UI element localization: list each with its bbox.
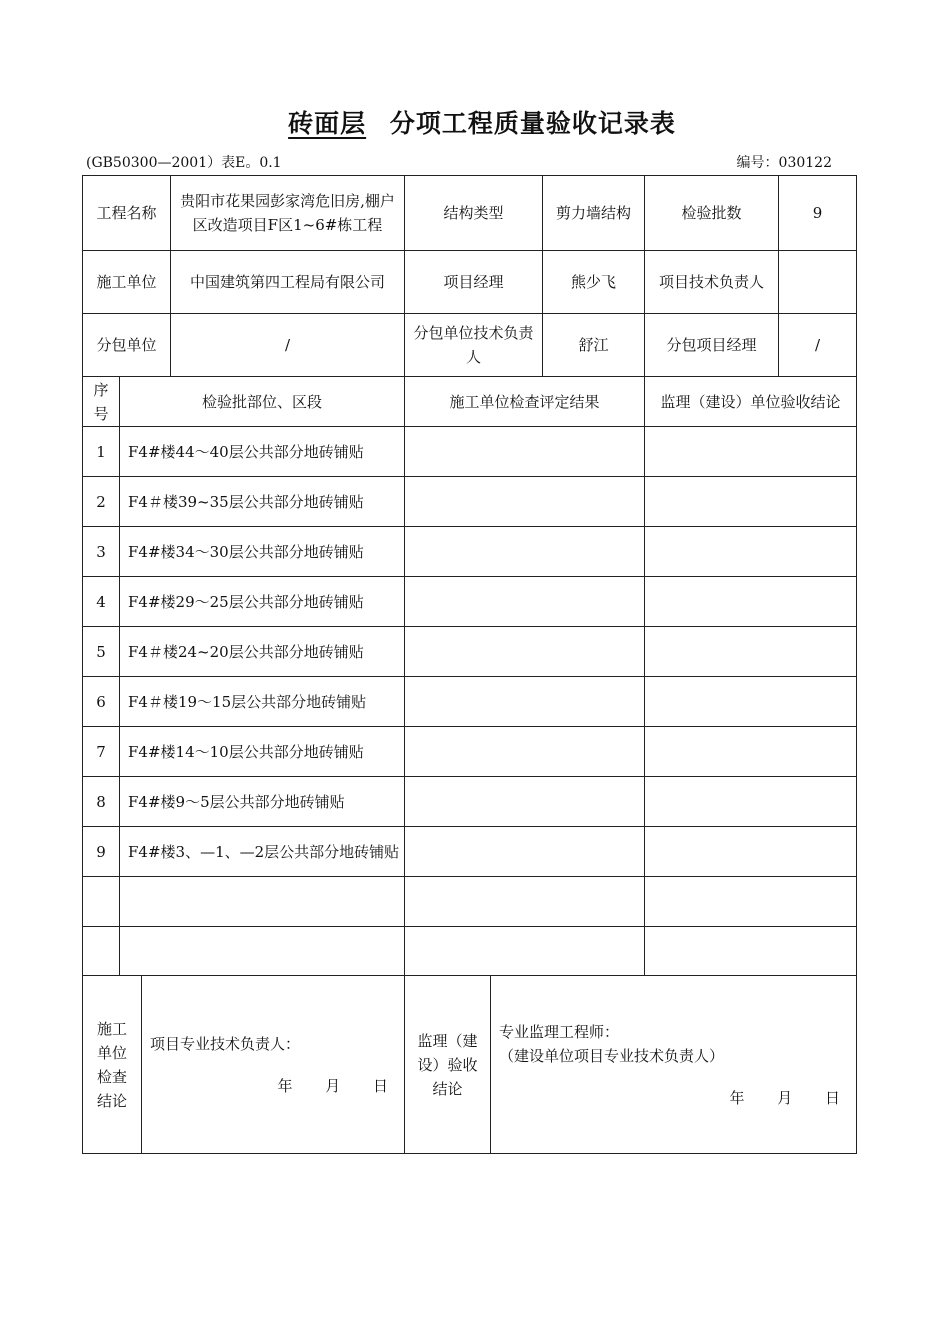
row-part: F4＃楼39~35层公共部分地砖铺贴 xyxy=(120,477,405,527)
row-supervisor-result xyxy=(645,577,857,627)
row-contractor-result xyxy=(405,877,645,927)
contractor-label: 施工单位 xyxy=(83,251,171,314)
row-no: 7 xyxy=(83,727,120,777)
row-contractor-result xyxy=(405,527,645,577)
table-row xyxy=(83,827,857,877)
row-contractor-result xyxy=(405,627,645,677)
row-contractor-result xyxy=(405,427,645,477)
title-underlined: 砖面层 xyxy=(288,109,367,138)
header-no: 序号 xyxy=(83,377,120,427)
row-no: 3 xyxy=(83,527,120,577)
row-no xyxy=(83,927,120,976)
tech-lead-label: 项目技术负责人 xyxy=(645,251,779,314)
table-row xyxy=(83,427,857,477)
row-supervisor-result xyxy=(645,627,857,677)
table-row xyxy=(83,627,857,677)
contractor-sign-date: 年 月 日 xyxy=(277,1076,388,1095)
pm-label: 项目经理 xyxy=(405,251,543,314)
info-table xyxy=(82,175,857,377)
row-no: 8 xyxy=(83,777,120,827)
table-row xyxy=(83,477,857,527)
sub-tech-label: 分包单位技术负责人 xyxy=(405,314,543,377)
row-no: 1 xyxy=(83,427,120,477)
sub-tech: 舒江 xyxy=(543,314,645,377)
supervisor-sign-label: 专业监理工程师： xyxy=(499,1022,620,1041)
batch-table xyxy=(82,376,857,976)
row-part xyxy=(120,877,405,927)
row-supervisor-result xyxy=(645,477,857,527)
row-contractor-result xyxy=(405,477,645,527)
contractor-conclusion xyxy=(142,976,405,1154)
table-row xyxy=(83,677,857,727)
sub-label: 分包单位 xyxy=(83,314,171,377)
project-name: 贵阳市花果园彭家湾危旧房,棚户区改造项目F区1~6#栋工程 xyxy=(171,176,405,251)
row-no xyxy=(83,877,120,927)
pm: 熊少飞 xyxy=(543,251,645,314)
row-supervisor-result xyxy=(645,677,857,727)
row-part: F4#楼29～25层公共部分地砖铺贴 xyxy=(120,577,405,627)
sub-pm: / xyxy=(779,314,857,377)
row-part: F4＃楼19～15层公共部分地砖铺贴 xyxy=(120,677,405,727)
header-supervisor-result: 监理（建设）单位验收结论 xyxy=(645,377,857,427)
row-part: F4＃楼24~20层公共部分地砖铺贴 xyxy=(120,627,405,677)
conclusion-table xyxy=(82,975,857,1154)
title-rest: 分项工程质量验收记录表 xyxy=(389,109,676,138)
row-contractor-result xyxy=(405,677,645,727)
structure-type-label: 结构类型 xyxy=(405,176,543,251)
row-contractor-result xyxy=(405,827,645,877)
row-part xyxy=(120,927,405,976)
table-row xyxy=(83,727,857,777)
header-part: 检验批部位、区段 xyxy=(120,377,405,427)
table-row xyxy=(83,877,857,927)
row-supervisor-result xyxy=(645,777,857,827)
header-contractor-result: 施工单位检查评定结果 xyxy=(405,377,645,427)
row-part: F4#楼44～40层公共部分地砖铺贴 xyxy=(120,427,405,477)
row-supervisor-result xyxy=(645,927,857,976)
row-part: F4#楼3、—1、—2层公共部分地砖铺贴 xyxy=(120,827,405,877)
row-part: F4#楼9～5层公共部分地砖铺贴 xyxy=(120,777,405,827)
supervisor-conclusion-label: 监理（建设）验收结论 xyxy=(405,976,491,1154)
supervisor-conclusion xyxy=(491,976,857,1154)
tech-lead xyxy=(779,251,857,314)
row-supervisor-result xyxy=(645,827,857,877)
row-contractor-result xyxy=(405,777,645,827)
row-supervisor-result xyxy=(645,727,857,777)
row-contractor-result xyxy=(405,577,645,627)
row-supervisor-result xyxy=(645,427,857,477)
row-no: 6 xyxy=(83,677,120,727)
table-row xyxy=(83,927,857,976)
row-supervisor-result xyxy=(645,877,857,927)
project-name-label: 工程名称 xyxy=(83,176,171,251)
supervisor-sign-date: 年 月 日 xyxy=(729,1088,840,1107)
structure-type: 剪力墙结构 xyxy=(543,176,645,251)
row-no: 9 xyxy=(83,827,120,877)
row-supervisor-result xyxy=(645,527,857,577)
table-row xyxy=(83,577,857,627)
table-row xyxy=(83,777,857,827)
page-title xyxy=(0,104,950,140)
sub-pm-label: 分包项目经理 xyxy=(645,314,779,377)
sub: / xyxy=(171,314,405,377)
row-part: F4#楼34～30层公共部分地砖铺贴 xyxy=(120,527,405,577)
contractor-sign-label: 项目专业技术负责人： xyxy=(150,1034,301,1053)
contractor-conclusion-label: 施工单位检查结论 xyxy=(83,976,142,1154)
batch-count-label: 检验批数 xyxy=(645,176,779,251)
row-part: F4#楼14～10层公共部分地砖铺贴 xyxy=(120,727,405,777)
row-no: 5 xyxy=(83,627,120,677)
row-contractor-result xyxy=(405,927,645,976)
standard-code: (GB50300—2001）表E。0.1 xyxy=(86,155,282,171)
batch-count: 9 xyxy=(779,176,857,251)
owner-sign-label: （建设单位项目专业技术负责人） xyxy=(499,1046,725,1065)
row-contractor-result xyxy=(405,727,645,777)
contractor: 中国建筑第四工程局有限公司 xyxy=(171,251,405,314)
form-number: 编号：030122 xyxy=(736,155,832,171)
row-no: 4 xyxy=(83,577,120,627)
table-row xyxy=(83,527,857,577)
row-no: 2 xyxy=(83,477,120,527)
